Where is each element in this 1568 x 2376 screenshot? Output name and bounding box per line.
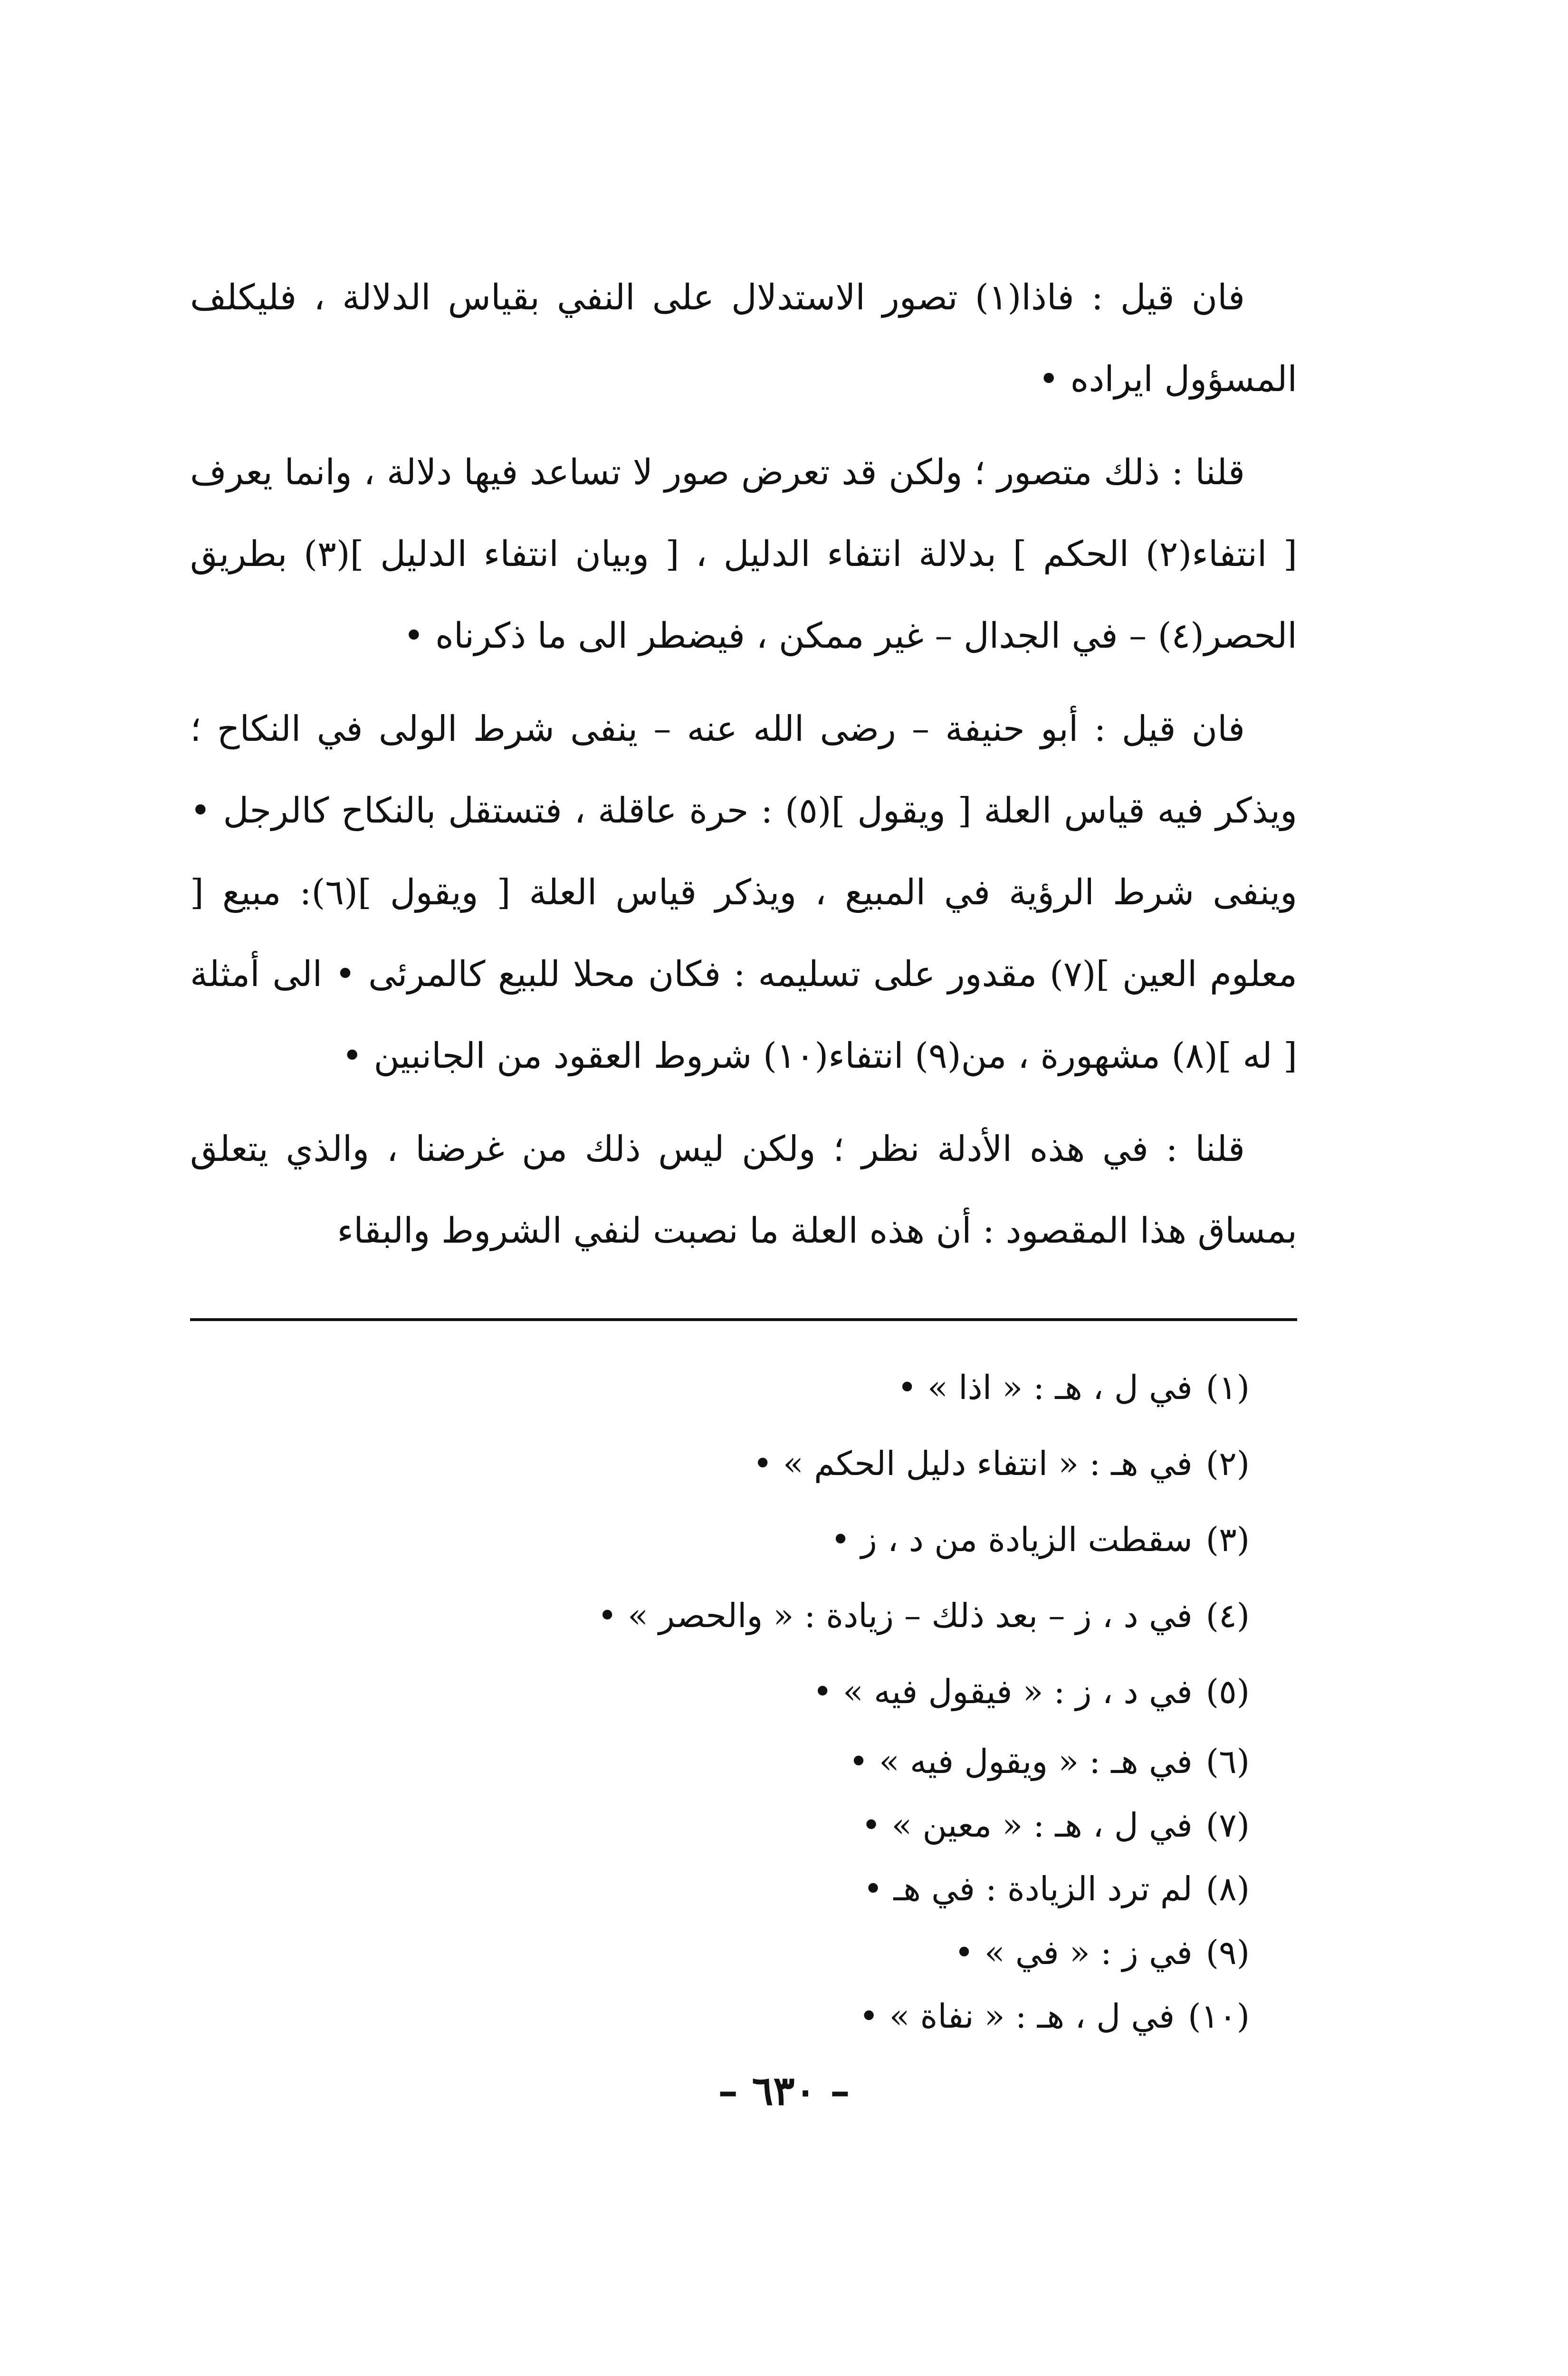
footnote-number: (٦) bbox=[1205, 1742, 1250, 1781]
main-text bbox=[190, 257, 1297, 1278]
footnote-text: في هـ : « انتفاء دليل الحكم » • bbox=[753, 1444, 1193, 1483]
footnote bbox=[190, 1730, 1250, 1793]
footnote-text: في ل ، هـ : « معين » • bbox=[861, 1806, 1193, 1845]
footnote-text: في د ، ز : « فيقول فيه » • bbox=[813, 1672, 1193, 1711]
footnote-number: (٧) bbox=[1205, 1806, 1250, 1845]
footnote-number: (١٠) bbox=[1188, 1997, 1250, 2036]
footnote-text: في ل ، هـ : « اذا » • bbox=[897, 1368, 1193, 1407]
footnote bbox=[190, 1921, 1250, 1984]
footnote-number: (٥) bbox=[1205, 1672, 1250, 1711]
paragraph: فان قيل : فاذا(١) تصور الاستدلال على النفي بقياس الدلالة ، فليكلف المسؤول ايراده • bbox=[190, 277, 1297, 400]
page-number: – ٦٣٠ – bbox=[718, 2067, 850, 2114]
footnote bbox=[190, 1984, 1250, 2048]
footnote bbox=[190, 1857, 1250, 1921]
footnote-number: (٤) bbox=[1205, 1596, 1250, 1635]
footnote bbox=[190, 1350, 1250, 1426]
footnote-number: (٩) bbox=[1205, 1933, 1250, 1972]
footnote-text: سقطت الزيادة من د ، ز • bbox=[831, 1520, 1193, 1559]
footnote-separator bbox=[190, 1318, 1297, 1321]
footnote-number: (٨) bbox=[1205, 1869, 1250, 1908]
footnote-text: لم ترد الزيادة : في هـ • bbox=[863, 1869, 1193, 1908]
footnote bbox=[190, 1793, 1250, 1857]
footnote bbox=[190, 1654, 1250, 1730]
paragraph: فان قيل : أبو حنيفة – رضى الله عنه – ينفى شرط الولى في النكاح ؛ ويذكر فيه قياس العلة [ ويقول ](٥) : حرة عاقلة ، فتستقل بالنكاح كالرجل • وينفى شرط الرؤية في المبيع ، ويذكر قياس العلة [ ويقول ](٦): مبيع [ معلوم العين ](٧) مقدور على تسليمه : فكان محلا للبيع كالمرئى • الى أمثلة [ له ](٨) مشهورة ، من(٩) انتفاء(١٠) شروط العقود من الجانبين • bbox=[190, 709, 1298, 1076]
footnote-number: (٣) bbox=[1205, 1520, 1250, 1559]
footnote-text: في ل ، هـ : « نفاة » • bbox=[859, 1997, 1175, 2036]
footnote-number: (١) bbox=[1205, 1368, 1250, 1407]
footnote-text: في ز : « في » • bbox=[954, 1933, 1193, 1972]
footnote bbox=[190, 1578, 1250, 1654]
footnote-number: (٢) bbox=[1205, 1444, 1250, 1483]
footnote-text: في د ، ز – بعد ذلك – زيادة : « والحصر » • bbox=[597, 1596, 1193, 1635]
paragraph: قلنا : في هذه الأدلة نظر ؛ ولكن ليس ذلك من غرضنا ، والذي يتعلق بمساق هذا المقصود : أن هذه العلة ما نصبت لنفي الشروط والبقاء bbox=[190, 1129, 1297, 1251]
footnotes bbox=[190, 1350, 1250, 2048]
footnote-text: في هـ : « ويقول فيه » • bbox=[849, 1742, 1193, 1781]
footnote bbox=[190, 1426, 1250, 1502]
footnote bbox=[190, 1502, 1250, 1578]
paragraph: قلنا : ذلك متصور ؛ ولكن قد تعرض صور لا تساعد فيها دلالة ، وانما يعرف [ انتفاء(٢) الحكم ] بدلالة انتفاء الدليل ، [ وبيان انتفاء الدليل ](٣) بطريق الحصر(٤) – في الجدال – غير ممكن ، فيضطر الى ما ذكرناه • bbox=[190, 452, 1297, 656]
